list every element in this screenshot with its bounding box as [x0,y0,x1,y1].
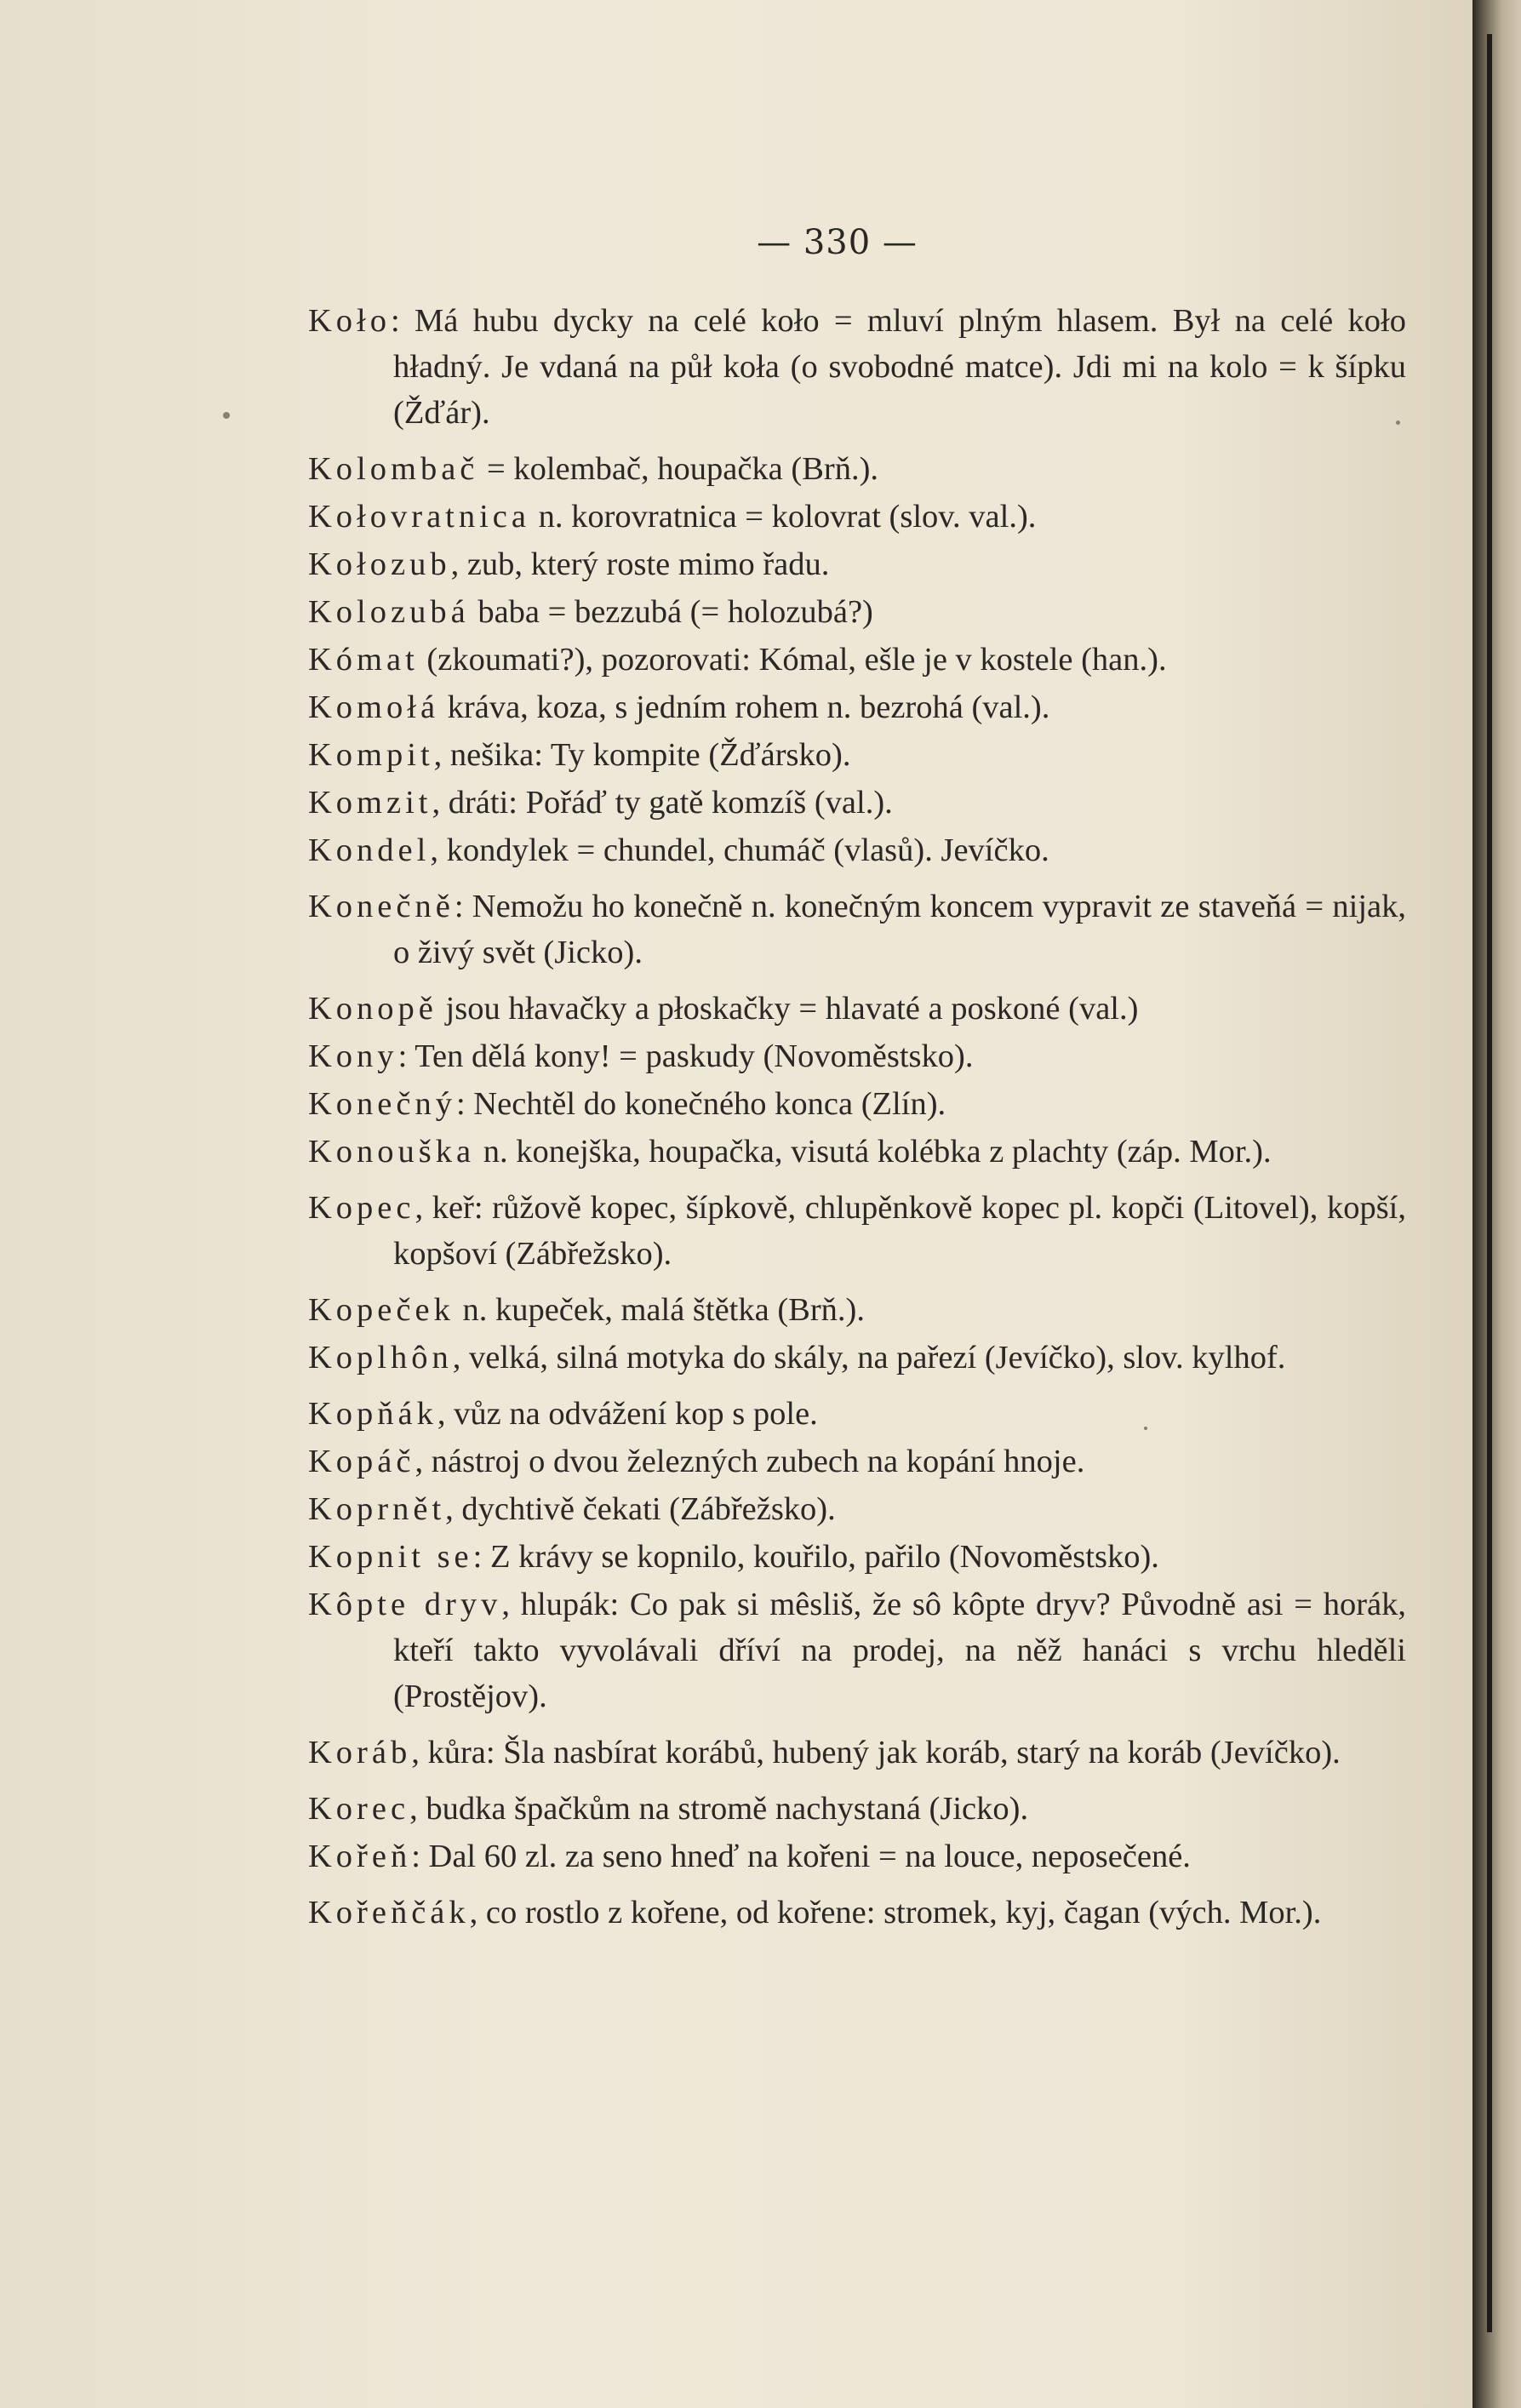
dictionary-entry [308,827,1406,873]
dictionary-entry [308,1287,1406,1333]
entry-definition: baba = bezzubá (= holozubá?) [469,594,873,630]
dictionary-entries [308,298,1406,1937]
entry-definition: , hlupák: Co pak si mêsliš, že sô kôpte dryv? Původně asi = horák, kteří takto vyvolávali dříví na prodej, na něž hanáci s vrchu hleděli (Prostějov). [393,1587,1406,1714]
entry-headword: Kopec [308,1190,415,1226]
dictionary-entry [308,1081,1406,1127]
entry-definition: : Ten dělá kony! = paskudy (Novoměstsko). [397,1038,974,1074]
entry-headword: Kolombač [308,451,479,487]
entry-headword: Kopňák [308,1396,437,1432]
entry-definition: : Má hubu dycky na celé koło = mluví plným hlasem. Był na celé koło hładný. Je vdaná na půł koła (o svobodné matce). Jdi mi na kolo = k šípku (Žďár). [391,303,1406,431]
entry-definition: , nástroj o dvou železných zubech na kopání hnoje. [415,1444,1085,1479]
entry-definition: : Dal 60 zl. za seno hneď na kořeni = na louce, neposečené. [411,1839,1191,1874]
entry-headword: Kompit [308,737,434,773]
dictionary-entry [308,1730,1406,1776]
entry-definition: n. kupeček, malá štětka (Brň.). [454,1292,865,1328]
gutter-shadow [1487,34,1492,2332]
entry-definition: (zkoumati?), pozorovati: Kómal, ešle je v kostele (han.). [418,642,1167,678]
entry-headword: Konopě [308,991,437,1027]
entry-headword: Kołovratnica [308,499,530,535]
dictionary-entry [308,1335,1406,1381]
entry-headword: Koráb [308,1735,412,1770]
dictionary-entry [308,1185,1406,1277]
entry-headword: Kořeň [308,1839,412,1874]
dictionary-entry [308,986,1406,1032]
entry-headword: Kořeňčák [308,1895,470,1930]
entry-headword: Koprnět [308,1491,446,1527]
entry-definition: : Z krávy se kopnilo, kouřilo, pařilo (Novoměstsko). [472,1539,1159,1575]
entry-definition: , kondylek = chundel, chumáč (vlasů). Jevíčko. [430,832,1049,868]
page-number: — 330 — [757,223,918,262]
entry-headword: Konečně [308,889,455,924]
entry-definition: , dráti: Pořáď ty gatě komzíš (val.). [432,785,893,821]
dictionary-entry [308,589,1406,635]
dictionary-entry [308,1129,1406,1175]
paper-speck [223,412,230,419]
dictionary-entry [308,1033,1406,1079]
dictionary-entry [308,1890,1406,1936]
entry-definition: , keř: růžově kopec, šípkově, chlupěnkově kopec pl. kopči (Litovel), kopší, kopšoví (Zábřežsko). [393,1190,1406,1272]
entry-headword: Kony [308,1038,398,1074]
entry-definition: kráva, koza, s jedním rohem n. bezrohá (val.). [439,689,1050,725]
dictionary-entry [308,732,1406,778]
entry-definition: jsou hłavačky a płoskačky = hlavaté a poskoné (val.) [437,991,1139,1027]
dictionary-entry [308,1582,1406,1719]
entry-headword: Korec [308,1791,410,1827]
entry-headword: Koło [308,303,391,339]
entry-headword: Kopnit se [308,1539,473,1575]
entry-headword: Konouška [308,1134,476,1170]
entry-definition: = kolembač, houpačka (Brň.). [478,451,879,487]
entry-headword: Komołá [308,689,440,725]
entry-definition: , dychtivě čekati (Zábřežsko). [445,1491,836,1527]
entry-headword: Kopeček [308,1292,455,1328]
entry-definition: , budka špačkům na stromě nachystaná (Jicko). [409,1791,1029,1827]
entry-definition: , zub, který roste mimo řadu. [450,546,830,582]
dictionary-entry [308,684,1406,730]
dictionary-entry [308,446,1406,492]
entry-definition: , co rostlo z kořene, od kořene: stromek, kyj, čagan (vých. Mor.). [469,1895,1322,1930]
dictionary-entry [308,1391,1406,1437]
dictionary-entry [308,541,1406,587]
entry-definition: , nešika: Ty kompite (Žďársko). [433,737,851,773]
entry-definition: , kůra: Šla nasbírat korábů, hubený jak koráb, starý na koráb (Jevíčko). [411,1735,1341,1770]
dictionary-entry [308,1486,1406,1532]
entry-headword: Komzit [308,785,432,821]
entry-headword: Kopáč [308,1444,415,1479]
dictionary-entry [308,780,1406,826]
entry-definition: n. korovratnica = kolovrat (slov. val.). [529,499,1037,535]
entry-headword: Kómat [308,642,419,678]
dictionary-entry [308,298,1406,436]
entry-definition: : Nemožu ho konečně n. konečným koncem vypravit ze staveňá = nijak, o živý svět (Jicko). [393,889,1406,970]
entry-definition: n. konejška, houpačka, visutá kolébka z plachty (záp. Mor.). [475,1134,1272,1170]
book-gutter [1472,0,1521,2408]
entry-definition: : Nechtěl do konečného konca (Zlín). [455,1086,946,1122]
dictionary-entry [308,1534,1406,1580]
entry-headword: Koplhôn [308,1340,453,1376]
entry-headword: Kôpte dryv [308,1587,502,1622]
entry-headword: Konečný [308,1086,456,1122]
entry-headword: Kolozubá [308,594,470,630]
entry-headword: Kondel [308,832,431,868]
entry-definition: , vůz na odvážení kop s pole. [437,1396,818,1432]
dictionary-entry [308,637,1406,683]
dictionary-entry [308,1786,1406,1832]
dictionary-entry [308,494,1406,540]
dictionary-entry [308,884,1406,975]
dictionary-entry [308,1439,1406,1484]
entry-definition: , velká, silná motyka do skály, na pařezí (Jevíčko), slov. kylhof. [452,1340,1286,1376]
dictionary-entry [308,1833,1406,1879]
entry-headword: Kołozub [308,546,451,582]
